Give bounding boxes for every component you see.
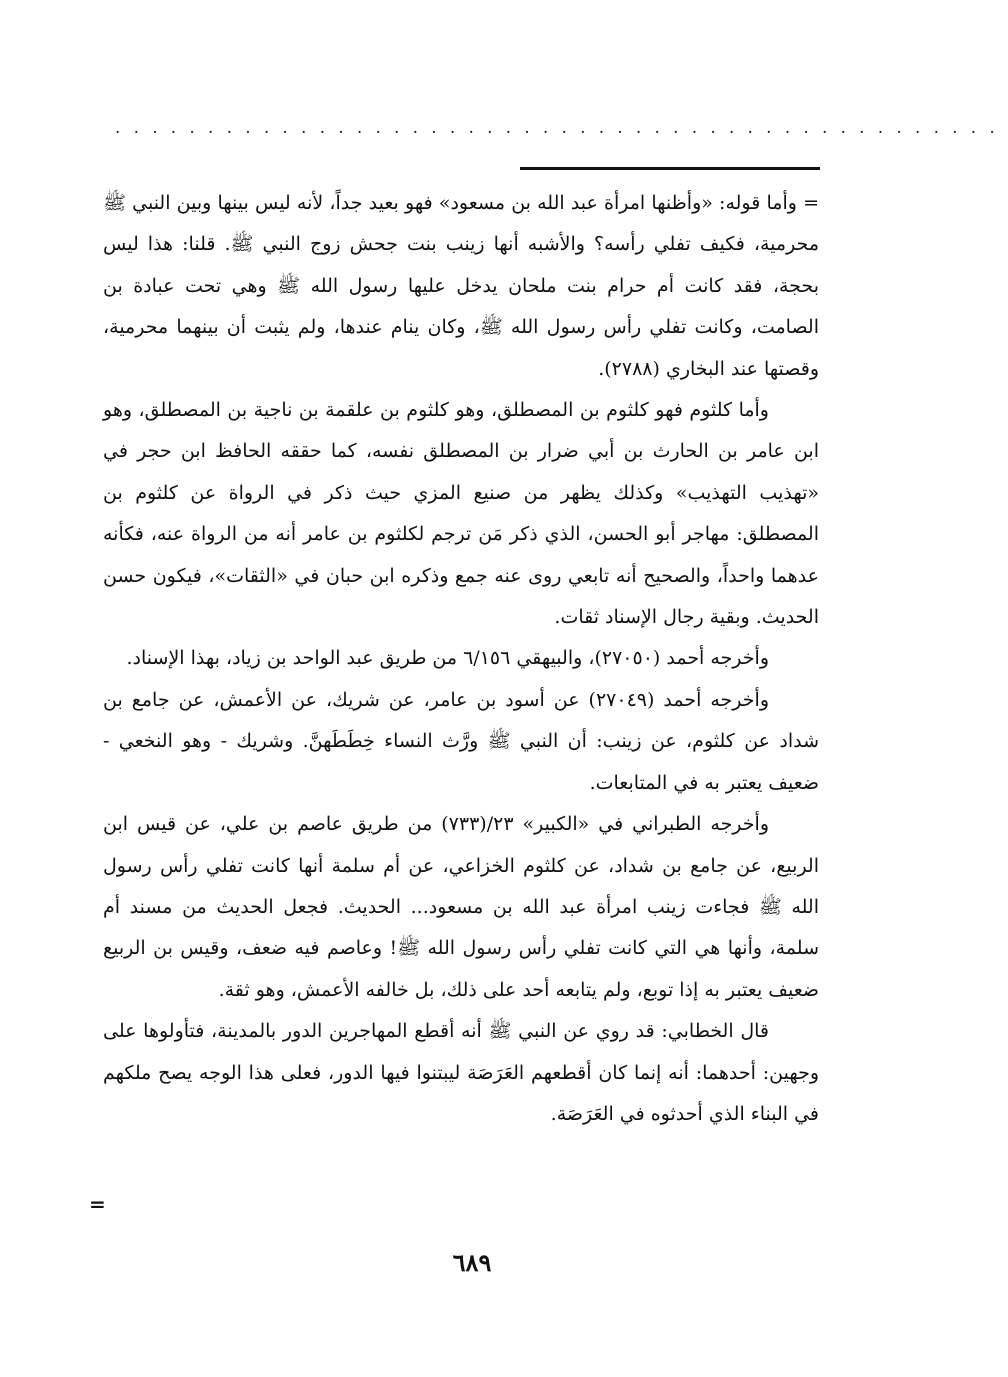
- paragraph: وأخرجه أحمد (٢٧٠٥٠)، والبيهقي ٦/١٥٦ من طريق عبد الواحد بن زياد، بهذا الإسناد.: [126, 647, 769, 670]
- footnote-rule: [520, 167, 820, 170]
- continuation-mark: =: [89, 1192, 106, 1216]
- paragraph: قال الخطابي: قد روي عن النبي ﷺ أنه أقطع المهاجرين الدور بالمدينة، فتأولوها على وجهين: أحدهما: أنه إنما كان أقطعهم العَرَصَة ليبتنوا فيها الدور، فعلى هذا الوجه يصح ملكهم في البناء الذي أحدثوه في العَرَصَة.: [103, 1020, 819, 1125]
- dotted-separator: ................................................: [115, 118, 1008, 138]
- paragraph: = وأما قوله: «وأظنها امرأة عبد الله بن مسعود» فهو بعيد جداً، لأنه ليس بينها وبين النبي ﷺ محرمية، فكيف تفلي رأسه؟ والأشبه أنها زينب بنت جحش زوج النبي ﷺ. قلنا: هذا ليس بحجة، فقد كانت أم حرام بنت ملحان يدخل عليها رسول الله ﷺ وهي تحت عبادة بن الصامت، وكانت تفلي رأس رسول الله ﷺ، وكان ينام عندها، ولم يثبت أن بينهما محرمية، وقصتها عند البخاري (٢٧٨٨).: [103, 192, 819, 380]
- page-number: ٦٨٩: [452, 1248, 492, 1277]
- paragraph: وأخرجه أحمد (٢٧٠٤٩) عن أسود بن عامر، عن شريك، عن الأعمش، عن جامع بن شداد عن كلثوم، عن زينب: أن النبي ﷺ ورَّث النساء خِطَطَهنَّ. وشريك - وهو النخعي - ضعيف يعتبر به في المتابعات.: [103, 688, 819, 794]
- footnote-text: [103, 183, 819, 1135]
- paragraph: وأما كلثوم فهو كلثوم بن المصطلق، وهو كلثوم بن علقمة بن ناجية بن المصطلق، وهو ابن عامر بن الحارث بن أبي ضرار بن المصطلق نفسه، كما حققه الحافظ ابن حجر في «تهذيب التهذيب» وكذلك يظهر من صنيع المزي حيث ذكر في الرواة عن كلثوم بن المصطلق: مهاجر أبو الحسن، الذي ذكر مَن ترجم لكلثوم بن عامر أنه من الرواة عنه، فكأنه عدهما واحداً، والصحيح أنه تابعي روى عنه جمع وذكره ابن حبان في «الثقات»، فيكون حسن الحديث. وبقية رجال الإسناد ثقات.: [103, 399, 819, 629]
- paragraph: وأخرجه الطبراني في «الكبير» ٢٣/(٧٣٣) من طريق عاصم بن علي، عن قيس ابن الربيع، عن جامع بن شداد، عن كلثوم الخزاعي، عن أم سلمة أنها كانت تفلي رأس رسول الله ﷺ فجاءت زينب امرأة عبد الله بن مسعود... الحديث. فجعل الحديث من مسند أم سلمة، وأنها هي التي كانت تفلي رأس رسول الله ﷺ! وعاصم فيه ضعف، وقيس بن الربيع ضعيف يعتبر به إذا توبع، ولم يتابعه أحد على ذلك، بل خالفه الأعمش، وهو ثقة.: [103, 813, 819, 1001]
